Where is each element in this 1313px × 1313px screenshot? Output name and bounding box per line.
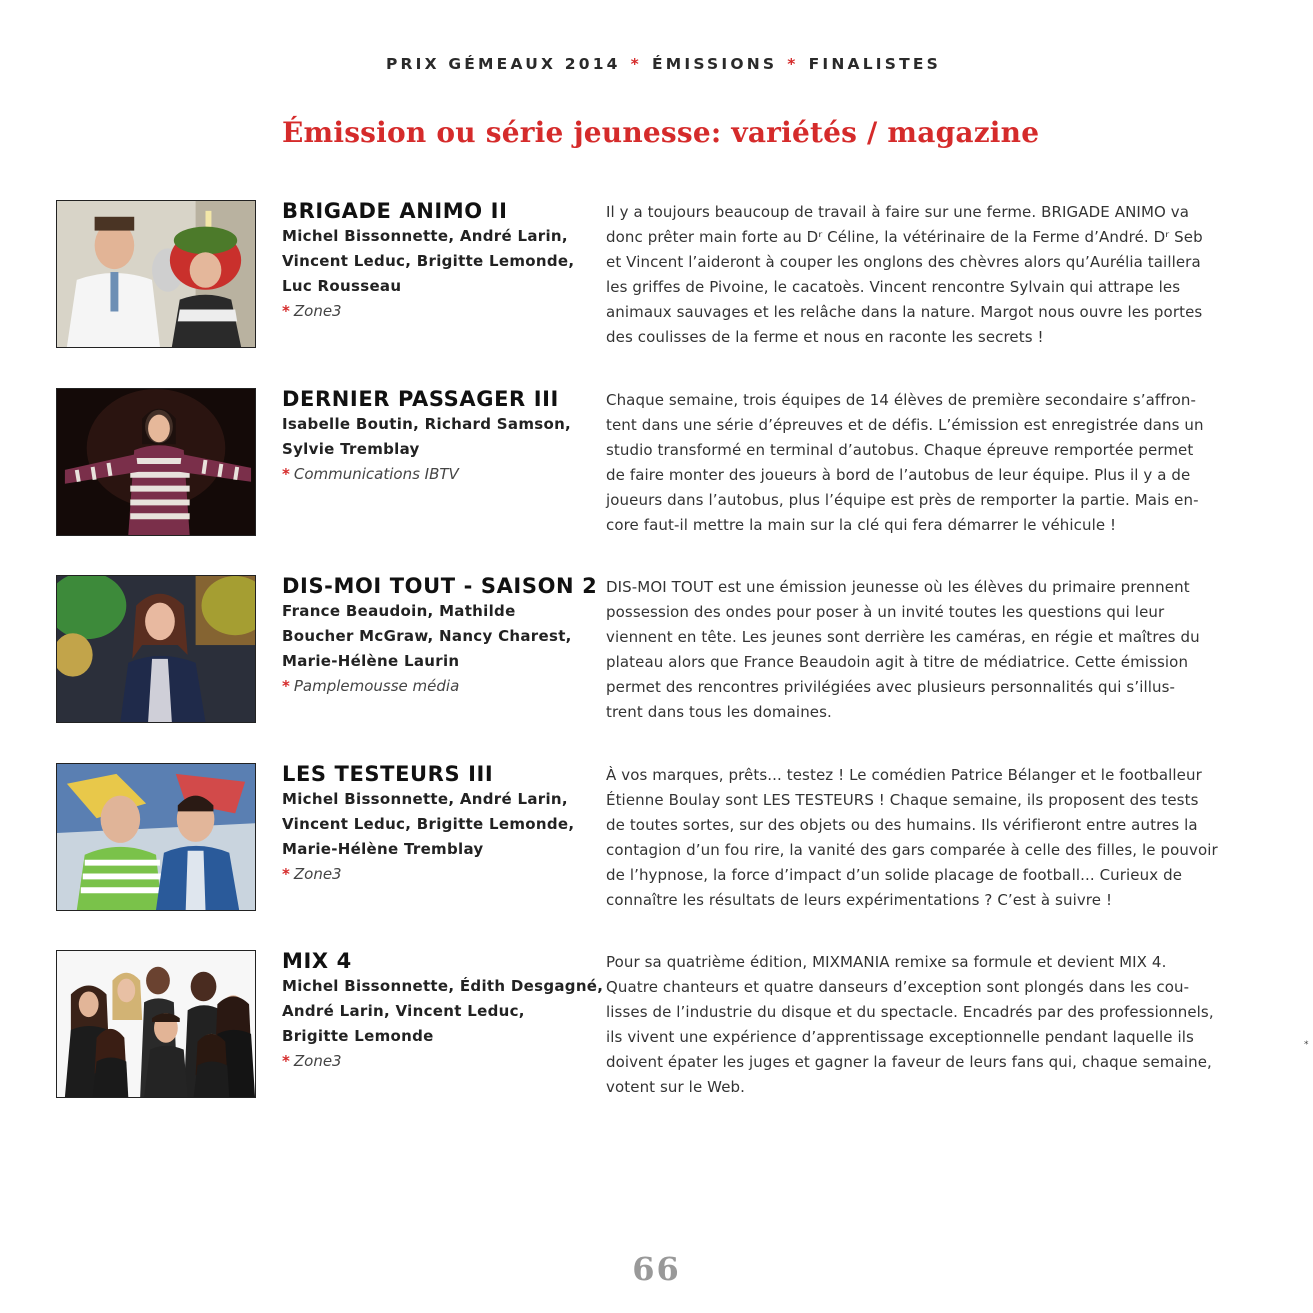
producer-name: Zone3: [293, 865, 342, 883]
show-credits: [282, 787, 592, 862]
description-line: et Vincent l’aideront à couper les onglons des chèvres alors qu’Aurélia taillera: [606, 253, 1201, 271]
credit-line: Michel Bissonnette, Édith Desgagné,: [282, 977, 604, 995]
description-line: Pour sa quatrième édition, MIXMANIA remixe sa formule et devient MIX 4.: [606, 953, 1167, 971]
credit-line: Marie-Hélène Laurin: [282, 652, 460, 670]
credit-line: Isabelle Boutin, Richard Samson,: [282, 415, 572, 433]
description-line: viennent en tête. Les jeunes sont derrière les caméras, en régie et maîtres du: [606, 628, 1200, 646]
description-line: studio transformé en terminal d’autobus. Chaque épreuve remportée permet: [606, 441, 1194, 459]
description-line: votent sur le Web.: [606, 1078, 746, 1096]
bullet-star: *: [282, 465, 290, 483]
show-description: [606, 388, 1266, 538]
show-credits: [282, 974, 604, 1049]
show-photo: [56, 763, 256, 911]
show-title: DERNIER PASSAGER III: [282, 387, 559, 411]
finalist-entry: [0, 388, 1313, 548]
description-line: core faut-il mettre la main sur la clé qui fera démarrer le véhicule !: [606, 516, 1117, 534]
finalist-entry: [0, 950, 1313, 1110]
credit-line: France Beaudoin, Mathilde: [282, 602, 516, 620]
show-title: BRIGADE ANIMO II: [282, 199, 508, 223]
description-line: de faire monter des joueurs à bord de l’autobus de leur équipe. Plus il y a de: [606, 466, 1191, 484]
description-line: DIS-MOI TOUT est une émission jeunesse où les élèves du primaire prennent: [606, 578, 1190, 596]
bullet-star: *: [282, 302, 290, 320]
header-separator-2: *: [787, 55, 799, 73]
credit-line: Vincent Leduc, Brigitte Lemonde,: [282, 252, 575, 270]
description-line: des coulisses de la ferme et nous en raconte les secrets !: [606, 328, 1044, 346]
producer: [282, 674, 592, 699]
finalist-entry: [0, 200, 1313, 360]
producer-name: Zone3: [293, 1052, 342, 1070]
show-photo: [56, 575, 256, 723]
producer: [282, 299, 592, 324]
description-line: connaître les résultats de leurs expérimentations ? C’est à suivre !: [606, 891, 1113, 909]
running-header: [0, 55, 1313, 73]
show-title: MIX 4: [282, 949, 352, 973]
description-line: lisses de l’industrie du disque et du spectacle. Encadrés par des professionnels,: [606, 1003, 1214, 1021]
description-line: doivent épater les juges et gagner la faveur de leurs fans qui, chaque semaine,: [606, 1053, 1212, 1071]
show-credits: [282, 224, 592, 299]
producer-name: Pamplemousse média: [293, 677, 460, 695]
credit-line: Michel Bissonnette, André Larin,: [282, 227, 568, 245]
description-line: À vos marques, prêts... testez ! Le comédien Patrice Bélanger et le footballeur: [606, 766, 1202, 784]
show-photo: [56, 950, 256, 1098]
producer: [282, 1049, 592, 1074]
show-photo: [56, 200, 256, 348]
description-line: ils vivent une expérience d’apprentissage exceptionnelle pendant laquelle ils: [606, 1028, 1194, 1046]
description-line: de l’hypnose, la force d’impact d’un solide placage de football... Curieux de: [606, 866, 1183, 884]
bullet-star: *: [282, 677, 290, 695]
credit-line: Boucher McGraw, Nancy Charest,: [282, 627, 572, 645]
credit-line: Michel Bissonnette, André Larin,: [282, 790, 568, 808]
description-line: donc prêter main forte au Dʳ Céline, la vétérinaire de la Ferme d’André. Dʳ Seb: [606, 228, 1203, 246]
description-line: tent dans une série d’épreuves et de défis. L’émission est enregistrée dans un: [606, 416, 1204, 434]
description-line: permet des rencontres privilégiées avec plusieurs personnalités qui s’illus-: [606, 678, 1176, 696]
header-subsection: FINALISTES: [808, 55, 942, 73]
show-description: [606, 200, 1266, 350]
description-line: Quatre chanteurs et quatre danseurs d’exception sont plongés dans les cou-: [606, 978, 1190, 996]
description-line: Il y a toujours beaucoup de travail à faire sur une ferme. BRIGADE ANIMO va: [606, 203, 1190, 221]
producer: [282, 462, 592, 487]
description-line: trent dans tous les domaines.: [606, 703, 832, 721]
description-line: plateau alors que France Beaudoin agit à titre de médiatrice. Cette émission: [606, 653, 1189, 671]
show-credits: [282, 599, 592, 674]
page-number: 66: [632, 1250, 681, 1288]
producer: [282, 862, 592, 887]
credit-line: André Larin, Vincent Leduc,: [282, 1002, 525, 1020]
finalist-entry: [0, 763, 1313, 923]
bullet-star: *: [282, 1052, 290, 1070]
credit-line: Luc Rousseau: [282, 277, 402, 295]
description-line: animaux sauvages et les relâche dans la nature. Margot nous ouvre les portes: [606, 303, 1203, 321]
show-description: [606, 763, 1266, 913]
description-line: Étienne Boulay sont LES TESTEURS ! Chaque semaine, ils proposent des tests: [606, 791, 1199, 809]
credit-line: Vincent Leduc, Brigitte Lemonde,: [282, 815, 575, 833]
credit-line: Brigitte Lemonde: [282, 1027, 434, 1045]
description-line: contagion d’un fou rire, la vanité des gars comparée à celle des filles, le pouvoir: [606, 841, 1218, 859]
show-credits: [282, 412, 592, 462]
header-publication: PRIX GÉMEAUX 2014: [385, 55, 621, 73]
credit-line: Marie-Hélène Tremblay: [282, 840, 484, 858]
category-title: Émission ou série jeunesse: variétés / magazine: [282, 116, 1040, 149]
header-section: ÉMISSIONS: [651, 55, 778, 73]
producer-name: Zone3: [293, 302, 342, 320]
show-title: LES TESTEURS III: [282, 762, 494, 786]
description-line: de toutes sortes, sur des objets ou des humains. Ils vérifieront entre autres la: [606, 816, 1198, 834]
show-description: [606, 950, 1266, 1100]
description-line: possession des ondes pour poser à un invité toutes les questions qui leur: [606, 603, 1165, 621]
show-photo: [56, 388, 256, 536]
show-title: DIS-MOI TOUT - SAISON 2: [282, 574, 598, 598]
bullet-star: *: [282, 865, 290, 883]
edge-mark: *: [1304, 1040, 1309, 1050]
description-line: les griffes de Pivoine, le cacatoès. Vincent rencontre Sylvain qui attrape les: [606, 278, 1181, 296]
description-line: Chaque semaine, trois équipes de 14 élèves de première secondaire s’affron-: [606, 391, 1196, 409]
show-description: [606, 575, 1266, 725]
credit-line: Sylvie Tremblay: [282, 440, 420, 458]
header-separator-1: *: [630, 55, 642, 73]
finalist-entry: [0, 575, 1313, 735]
description-line: joueurs dans l’autobus, plus l’équipe est près de remporter la partie. Mais en-: [606, 491, 1199, 509]
producer-name: Communications IBTV: [293, 465, 459, 483]
